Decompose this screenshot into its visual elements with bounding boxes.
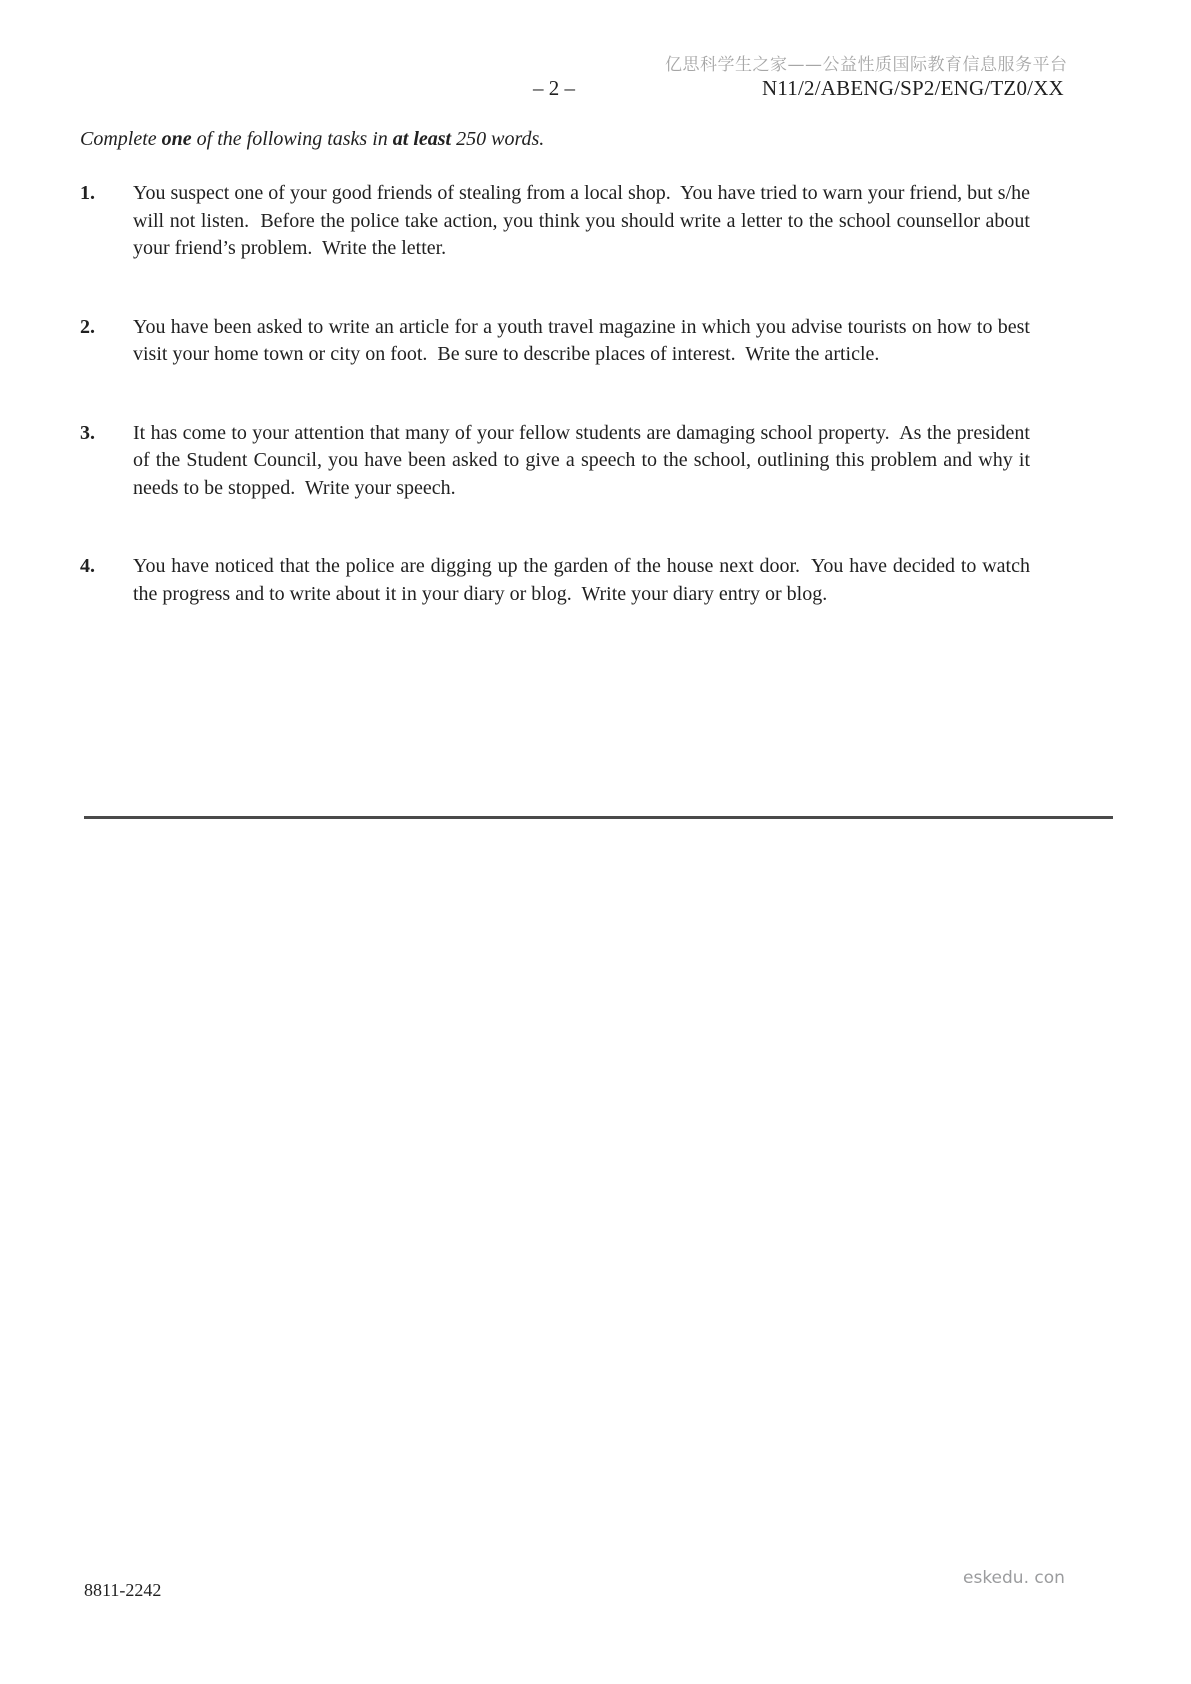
task-text: You have been asked to write an article for a youth travel magazine in which you advise tourists on how to best visit your home town or city on foot. Be sure to describe places of interest. Write the article. [133, 315, 1035, 365]
task-text: You suspect one of your good friends of stealing from a local shop. You have tried to warn your friend, but s/he will not listen. Before the police take action, you think you should write a letter to the school counsellor about your friend’s problem. Write the letter. [133, 182, 1035, 259]
task-list [80, 180, 1035, 659]
watermark-bottom: eskedu. con [963, 1568, 1065, 1588]
task-item-2 [80, 314, 1035, 369]
task-text: You have noticed that the police are digging up the garden of the house next door. You have decided to watch the progress and to write about it in your diary or blog. Write your diary entry or blog. [133, 555, 1035, 605]
instruction-text-segment: 250 words. [451, 128, 545, 150]
horizontal-rule [84, 816, 1113, 819]
instruction-text-segment: Complete [80, 128, 162, 150]
task-number: 2. [80, 315, 95, 338]
paper-code: N11/2/ABENG/SP2/ENG/TZ0/XX [762, 76, 1064, 100]
task-item-1 [80, 180, 1035, 263]
instruction-bold-at-least: at least [392, 128, 452, 150]
instruction-line [80, 128, 544, 151]
instruction-bold-one: one [161, 128, 192, 150]
task-item-3 [80, 420, 1035, 503]
task-number: 3. [80, 421, 95, 444]
task-number: 4. [80, 555, 95, 577]
page-number: – 2 – [533, 76, 575, 100]
footer-code: 8811-2242 [84, 1580, 162, 1600]
task-number: 1. [80, 182, 95, 204]
instruction-text-segment: of the following tasks in [191, 128, 393, 150]
watermark-top: 亿思科学生之家——公益性质国际教育信息服务平台 [665, 55, 1068, 75]
task-item-4 [80, 553, 1035, 608]
task-text: It has come to your attention that many of your fellow students are damaging school property. As the president of the Student Council, you have been asked to give a speech to the school, outlining this problem and why it needs to be stopped. Write your speech. [133, 421, 1035, 499]
